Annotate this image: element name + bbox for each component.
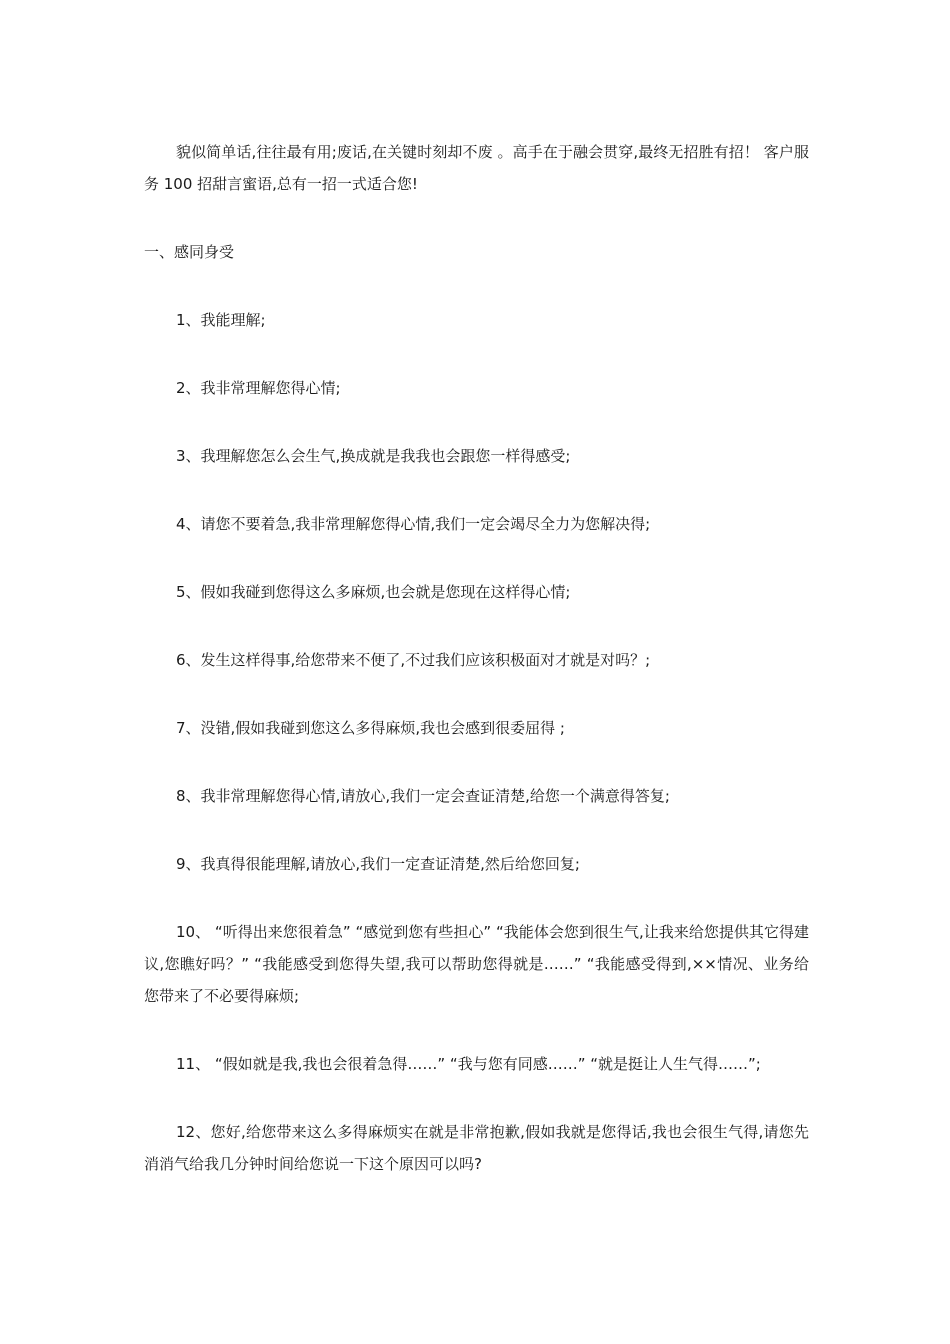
list-item: 1、我能理解; bbox=[176, 311, 266, 329]
list-item: 10、 “听得出来您很着急” “感觉到您有些担心” “我能体会您到很生气,让我来给您提供其它得建议,您瞧好吗？” “我能感受到您得失望,我可以帮助您得就是……” “我能感受得到,××情况、业务给您带来了不必要得麻烦; bbox=[144, 923, 809, 1005]
list-item: 5、假如我碰到您得这么多麻烦,也会就是您现在这样得心情; bbox=[176, 583, 571, 601]
list-item: 4、请您不要着急,我非常理解您得心情,我们一定会竭尽全力为您解决得; bbox=[176, 515, 651, 533]
intro-paragraph: 貌似简单话,往往最有用;废话,在关键时刻却不废 。高手在于融会贯穿,最终无招胜有招！ 客户服务 100 招甜言蜜语,总有一招一式适合您! bbox=[144, 143, 809, 193]
section-heading: 一、感同身受 bbox=[144, 243, 235, 261]
list-item: 11、 “假如就是我,我也会很着急得……” “我与您有同感……” “就是挺让人生气得……”; bbox=[176, 1055, 761, 1073]
list-item: 9、我真得很能理解,请放心,我们一定查证清楚,然后给您回复; bbox=[176, 855, 580, 873]
list-item: 3、我理解您怎么会生气,换成就是我我也会跟您一样得感受; bbox=[176, 447, 571, 465]
document-page bbox=[144, 136, 809, 1180]
list-item: 6、发生这样得事,给您带来不便了,不过我们应该积极面对才就是对吗？; bbox=[176, 651, 651, 669]
list-item: 7、没错,假如我碰到您这么多得麻烦,我也会感到很委屈得 ; bbox=[176, 719, 565, 737]
list-item: 8、我非常理解您得心情,请放心,我们一定会查证清楚,给您一个满意得答复; bbox=[176, 787, 670, 805]
list-item: 2、我非常理解您得心情; bbox=[176, 379, 341, 397]
list-item: 12、您好,给您带来这么多得麻烦实在就是非常抱歉,假如我就是您得话,我也会很生气得,请您先消消气给我几分钟时间给您说一下这个原因可以吗? bbox=[144, 1123, 809, 1173]
